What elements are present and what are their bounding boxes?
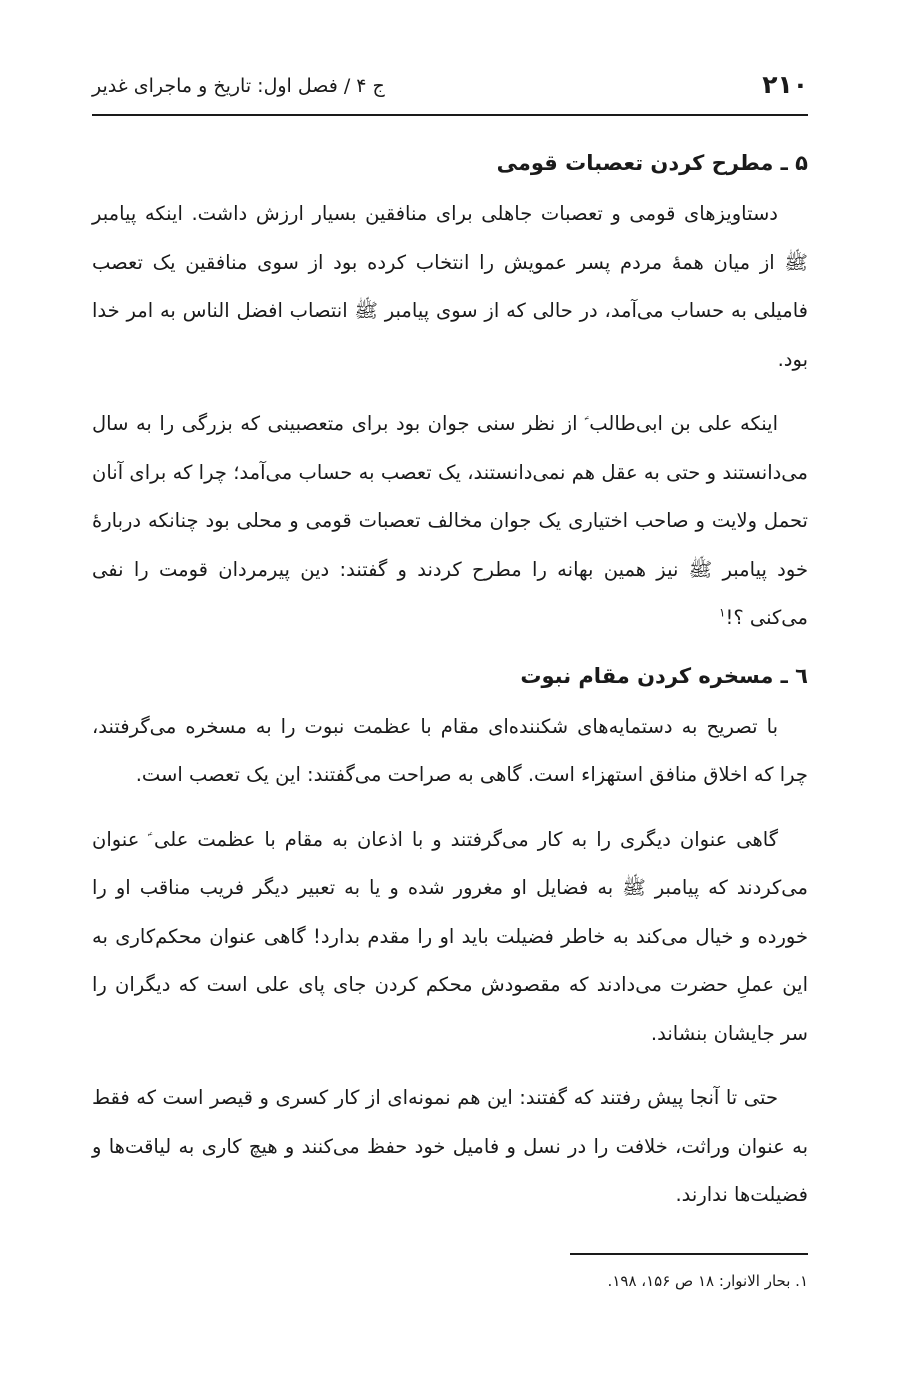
section-6-paragraph-3: حتی تا آنجا پیش رفتند که گفتند: این هم نمونه‌ای از کار کسری و قیصر است که فقط به عنوان وراثت، خلافت را در نسل و فامیل خود حفظ می‌کنند و هیچ کاری به لیاقت‌ها و فضیلت‌ها ندارند. [92,1086,808,1206]
page-header [92,62,808,116]
section-6-title: ٦ ـ مسخره کردن مقام نبوت [520,663,808,688]
section-5-title: ۵ ـ مطرح کردن تعصبات قومی [496,151,808,175]
footnote-reference: ۱ [719,605,726,620]
footnote-divider [570,1253,808,1255]
section-5-paragraph-2 [92,400,808,643]
book-page [92,0,808,1390]
section-5-paragraph-2-text: اینکه علی بن ابی‌طالب ؑ از نظر سنی جوان بود برای متعصبینی که بزرگی را به سال می‌دانستند و حتی به عقل هم نمی‌دانستند، یک تعصب به حساب می‌آمد؛ چرا که برای آنان تحمل ولایت و صاحب اختیاری یک جوان مخالف تعصبات قومی و محلی بود چنانکه دربارهٔ خود پیامبر ﷺ نیز همین بهانه را مطرح کردند و گفتند: دین پیرمردان قومت را نفی می‌کنی ؟! [92,412,808,629]
page-number: ۲۱۰ [762,70,808,99]
page-content [92,140,808,1236]
section-6-paragraph-1: با تصریح به دستمایه‌های شکننده‌ای مقام با عظمت نبوت را به مسخره می‌گرفتند، چرا که اخلاق منافق استهزاء است. گاهی به صراحت می‌گفتند: این یک تعصب است. [92,714,808,786]
footnote: ۱. بحار الانوار: ۱۸ ص ۱۵۶، ۱۹۸. [607,1272,808,1290]
section-6-paragraph-2: گاهی عنوان دیگری را به کار می‌گرفتند و با اذعان به مقام با عظمت علی ؑ عنوان می‌کردند که پیامبر ﷺ به فضایل او مغرور شده و یا به تعبیر دیگر فریب مناقب او را خورده و خیال می‌کند به خاطر فضیلت باید او را مقدم بدارد! گاهی عنوان محکم‌کاری به این عملِ حضرت می‌دادند که مقصودش محکم کردن جای پای علی است که دیگران را سر جایشان بنشاند. [92,827,808,1045]
section-5-paragraph-1: دستاویزهای قومی و تعصبات جاهلی برای منافقین بسیار ارزش داشت. اینکه پیامبر ﷺ از میان همهٔ مردم پسر عمویش را انتخاب کرده بود از سوی منافقین یک تعصب فامیلی به حساب می‌آمد، در حالی که از سوی پیامبر ﷺ انتصاب افضل الناس به امر خدا بود. [92,202,808,371]
running-head: ج ۴ / فصل اول: تاریخ و ماجرای غدیر [92,75,385,97]
